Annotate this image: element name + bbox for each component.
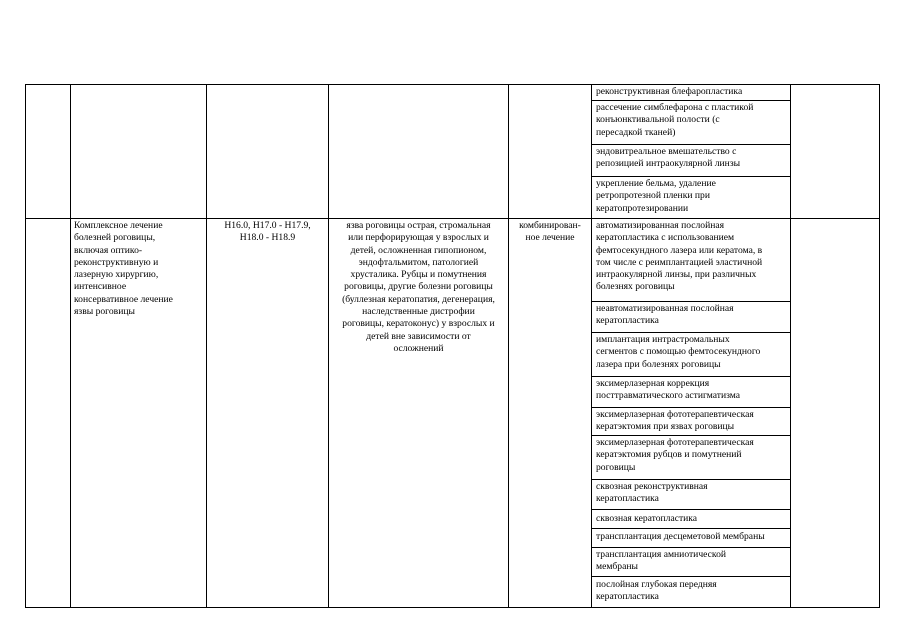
method-divider <box>591 435 790 436</box>
treatment-type: комбинирован- ное лечение <box>519 220 581 244</box>
method-text: рассечение симблефарона с пластикой конъюнктивальной полости (с пересадкой тканей) <box>596 102 754 138</box>
method-text: эксимерлазерная фототерапевтическая кератэктомия при язвах роговицы <box>596 409 754 433</box>
method-divider <box>591 176 790 177</box>
method-divider <box>591 376 790 377</box>
method-text: реконструктивная блефаропластика <box>596 86 743 97</box>
method-divider <box>591 301 790 302</box>
column-divider <box>70 85 71 607</box>
method-text: сквозная реконструктивная кератопластика <box>596 481 708 505</box>
method-text: послойная глубокая передняя кератопластика <box>596 579 717 603</box>
method-divider <box>591 407 790 408</box>
column-divider <box>508 85 509 607</box>
column-divider <box>790 85 791 607</box>
method-text: укрепление бельма, удаление ретропротезной пленки при кератопротезировании <box>596 178 716 214</box>
method-text: эксимерлазерная фототерапевтическая кератэктомия рубцов и помутнений роговицы <box>596 437 754 473</box>
method-divider <box>591 479 790 480</box>
method-divider <box>591 547 790 548</box>
patient-model: язва роговицы острая, стромальная или перфорирующая у взрослых и детей, осложненная гипопионом, эндофтальмитом, патологией хрусталика. Рубцы и помутнения роговицы, другие болезни роговицы (буллезная кератопатия, дегенерация, наследственные дистрофии роговицы, кератоконус) у взрослых и детей вне зависимости от осложнений <box>342 220 495 354</box>
column-divider <box>206 85 207 607</box>
method-text: имплантация интрастромальных сегментов с помощью фемтосекундного лазера при болезнях роговицы <box>596 334 761 370</box>
disease-group-name: Комплексное лечение болезней роговицы, включая оптико- реконструктивную и лазерную хирургию, интенсивное консервативное лечение язвы роговицы <box>74 220 173 318</box>
method-text: эксимерлазерная коррекция посттравматического астигматизма <box>596 378 741 402</box>
method-text: неавтоматизированная послойная кератопластика <box>596 303 734 327</box>
method-text: трансплантация десцеметовой мембраны <box>596 531 765 542</box>
method-divider <box>591 509 790 510</box>
medical-table <box>25 84 880 608</box>
method-divider <box>591 100 790 101</box>
method-divider <box>591 332 790 333</box>
method-divider <box>591 576 790 577</box>
method-divider <box>591 528 790 529</box>
method-text: трансплантация амниотической мембраны <box>596 549 726 573</box>
method-text: сквозная кератопластика <box>596 513 698 524</box>
method-text: эндовитреальное вмешательство с репозицией интраокулярной линзы <box>596 146 741 170</box>
icd-codes: H16.0, H17.0 - H17.9, H18.0 - H18.9 <box>224 220 311 244</box>
row-divider <box>26 218 879 219</box>
method-divider <box>591 144 790 145</box>
method-text: автоматизированная послойная кератопластика с использованием фемтосекундного лазера или кератома, в том числе с реимплантацией эластичной интраокулярной линзы, при различных болезнях роговицы <box>596 220 763 293</box>
